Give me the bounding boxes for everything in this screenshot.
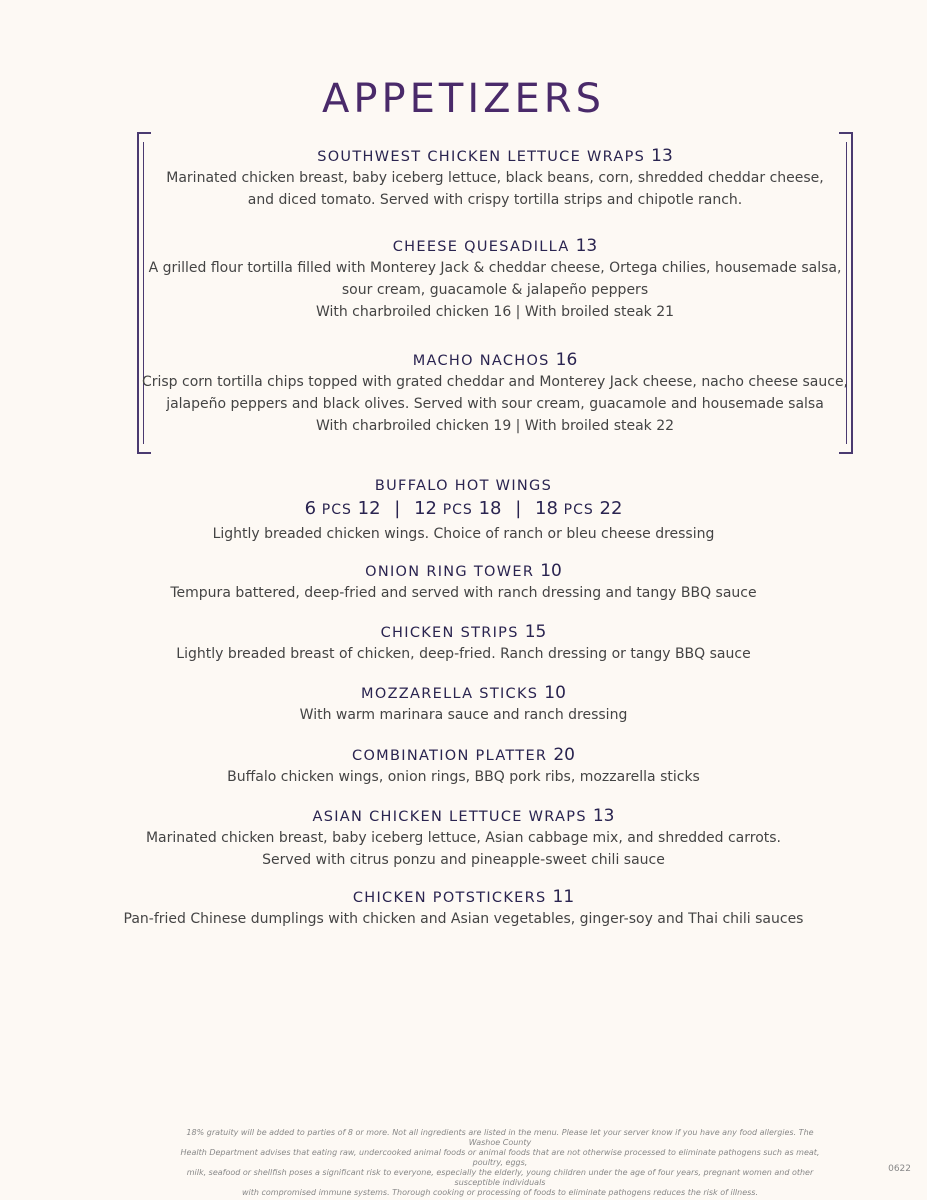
item-description: Served with citrus ponzu and pineapple-sweet chili sauce (262, 852, 665, 868)
item-description: jalapeño peppers and black olives. Served with sour cream, guacamole and housemade salsa (166, 396, 824, 412)
item-description: Pan-fried Chinese dumplings with chicken and Asian vegetables, ginger-soy and Thai chili sauces (123, 911, 804, 927)
menu-item (0, 745, 927, 788)
item-description: Buffalo chicken wings, onion rings, BBQ pork ribs, mozzarella sticks (227, 769, 700, 785)
item-price: 10 (544, 683, 566, 703)
item-price-options: With charbroiled chicken 19 | With broiled steak 22 (315, 418, 675, 434)
menu-item-wings (0, 476, 927, 545)
wings-price-options: 6 PCS 12 | 12 PCS 18 | 18 PCS 22 (304, 498, 623, 519)
item-name: CHICKEN STRIPS (380, 625, 519, 641)
featured-items-frame (137, 132, 853, 454)
item-name: SOUTHWEST CHICKEN LETTUCE WRAPS (317, 149, 646, 165)
menu-item (0, 806, 927, 871)
item-name: BUFFALO HOT WINGS (374, 478, 553, 494)
item-name: MACHO NACHOS (412, 353, 550, 369)
item-name: CHEESE QUESADILLA (392, 239, 570, 255)
item-description: A grilled flour tortilla filled with Monterey Jack & cheddar cheese, Ortega chilies, housemade salsa, (148, 260, 842, 276)
item-description: Lightly breaded chicken wings. Choice of ranch or bleu cheese dressing (212, 526, 715, 542)
item-description: Crisp corn tortilla chips topped with grated cheddar and Monterey Jack cheese, nacho cheese sauce, (141, 374, 849, 390)
item-description: and diced tomato. Served with crispy tortilla strips and chipotle ranch. (247, 192, 743, 208)
menu-item (137, 146, 853, 211)
item-price: 15 (524, 622, 547, 642)
item-price: 20 (553, 745, 575, 765)
menu-item (0, 887, 927, 930)
menu-item (0, 683, 927, 726)
menu-item (0, 561, 927, 604)
menu-item (0, 622, 927, 665)
menu-item (137, 350, 853, 437)
item-name: CHICKEN POTSTICKERS (352, 890, 547, 906)
item-name: ONION RING TOWER (365, 564, 535, 580)
item-name: COMBINATION PLATTER (352, 748, 548, 764)
item-description: Lightly breaded breast of chicken, deep-fried. Ranch dressing or tangy BBQ sauce (176, 646, 751, 662)
menu-code: 0622 (888, 1164, 911, 1174)
item-description: With warm marinara sauce and ranch dressing (299, 707, 628, 723)
item-price: 13 (592, 806, 615, 826)
item-price: 16 (555, 350, 578, 370)
item-price: 10 (540, 561, 562, 581)
item-name: ASIAN CHICKEN LETTUCE WRAPS (312, 809, 587, 825)
footer-disclaimer: 18% gratuity will be added to parties of 8 or more. Not all ingredients are listed in the menu. Please let your server know if you have any food allergies. The Washoe County Health Department advises that eating raw, undercooked animal foods or animal foods that are not otherwise processed to eliminate pathogens such as meat, poultry, eggs, milk, seafood or shellfish poses a significant risk to everyone, especially the elderly, young children under the age of four years, pregnant women and other susceptible individuals with compromised immune systems. Thorough cooking or processing of foods to eliminate pathogens reduces the risk of illness. (180, 1128, 820, 1197)
menu-item (137, 236, 853, 323)
item-price: 13 (651, 146, 673, 166)
page-title: APPETIZERS (322, 76, 605, 122)
item-description: sour cream, guacamole & jalapeño peppers (341, 282, 649, 298)
item-price: 13 (575, 236, 598, 256)
item-description: Marinated chicken breast, baby iceberg lettuce, black beans, corn, shredded cheddar cheese, (166, 170, 824, 186)
item-name: MOZZARELLA STICKS (361, 686, 539, 702)
item-description: Marinated chicken breast, baby iceberg lettuce, Asian cabbage mix, and shredded carrots. (145, 830, 782, 846)
item-price-options: With charbroiled chicken 16 | With broiled steak 21 (315, 304, 675, 320)
item-description: Tempura battered, deep-fried and served with ranch dressing and tangy BBQ sauce (170, 585, 757, 601)
item-price: 11 (552, 887, 575, 907)
